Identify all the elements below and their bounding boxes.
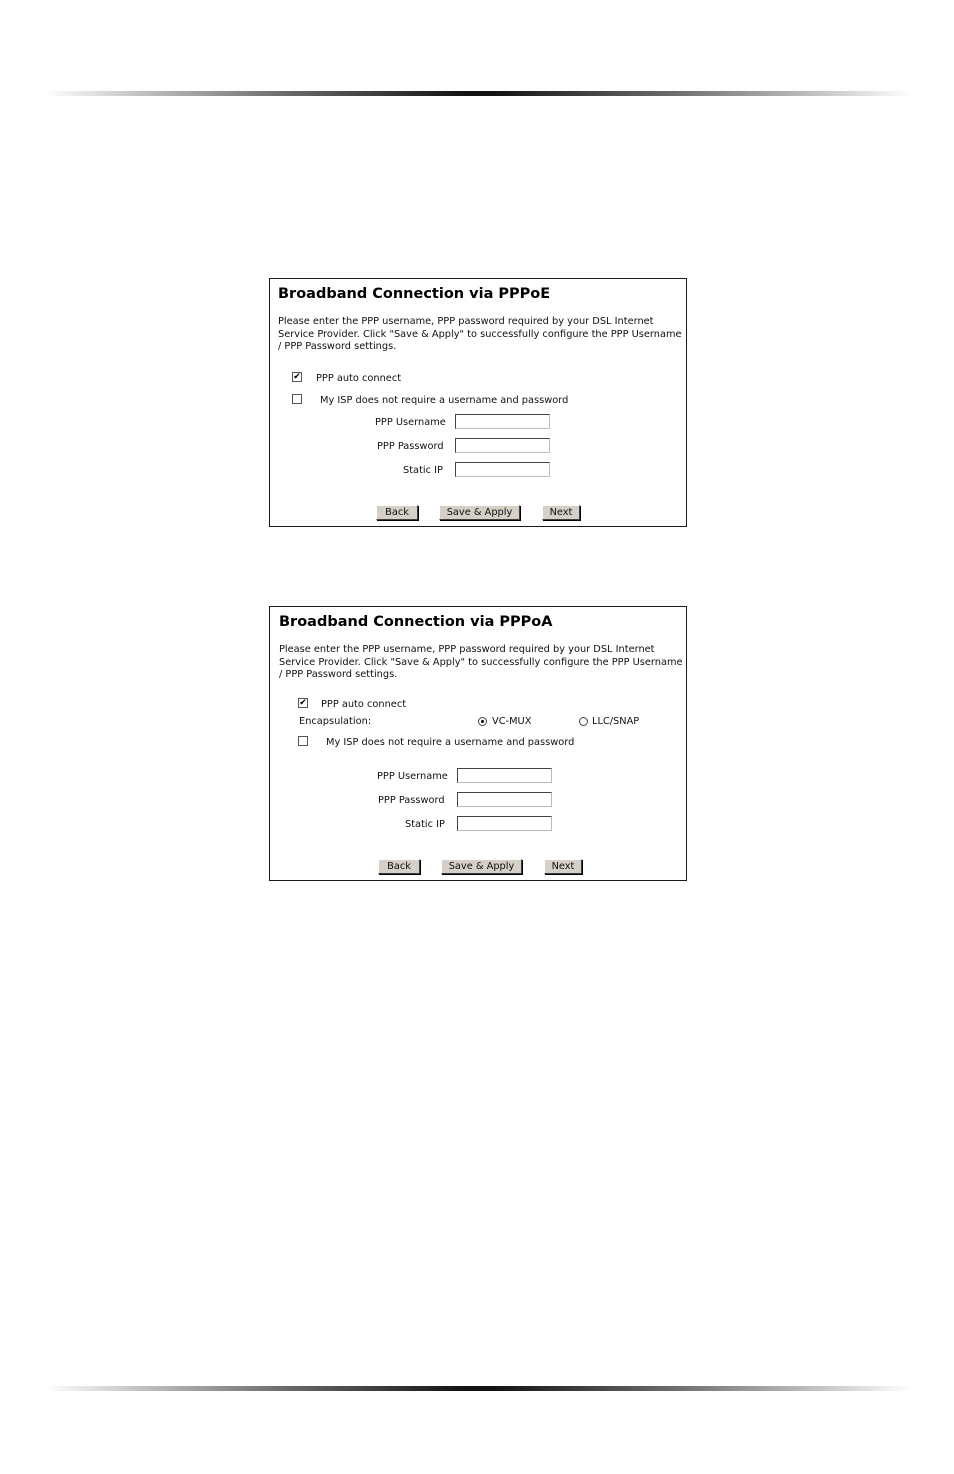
pppoe-next-button[interactable]: Next	[542, 505, 580, 520]
top-divider	[44, 91, 912, 96]
pppoa-no-auth-label: My ISP does not require a username and password	[326, 737, 575, 748]
pppoa-auto-connect-label: PPP auto connect	[321, 699, 407, 710]
pppoa-panel	[269, 606, 687, 881]
pppoa-llcsnap-radio[interactable]	[579, 717, 588, 726]
pppoe-no-auth-label: My ISP does not require a username and password	[320, 395, 569, 406]
pppoa-username-label: PPP Username	[377, 771, 448, 782]
pppoa-next-button[interactable]: Next	[544, 859, 582, 874]
pppoe-static-ip-label: Static IP	[403, 465, 443, 476]
pppoa-username-input[interactable]	[457, 768, 552, 783]
pppoa-password-label: PPP Password	[378, 795, 445, 806]
pppoe-password-input[interactable]	[455, 438, 550, 453]
pppoe-static-ip-input[interactable]	[455, 462, 550, 477]
pppoa-auto-connect-checkbox[interactable]: ✔	[299, 698, 307, 708]
pppoa-vcmux-radio[interactable]	[478, 717, 487, 726]
pppoa-no-auth-checkbox[interactable]	[298, 736, 308, 746]
pppoa-static-ip-label: Static IP	[405, 819, 445, 830]
pppoe-auto-connect-checkbox[interactable]: ✔	[293, 372, 301, 382]
pppoe-description: Please enter the PPP username, PPP password required by your DSL Internet Service Provider. Click "Save & Apply" to successfully configure the PPP Username / PPP Password settings.	[278, 316, 682, 352]
pppoa-llcsnap-label: LLC/SNAP	[592, 716, 640, 727]
pppoa-vcmux-label: VC-MUX	[492, 716, 532, 727]
pppoa-encapsulation-label: Encapsulation:	[299, 716, 372, 727]
pppoe-back-button[interactable]: Back	[376, 505, 418, 520]
pppoe-title: Broadband Connection via PPPoE	[278, 286, 551, 302]
pppoe-username-label: PPP Username	[375, 417, 446, 428]
pppoa-back-button[interactable]: Back	[378, 859, 420, 874]
pppoa-description: Please enter the PPP username, PPP password required by your DSL Internet Service Provider. Click "Save & Apply" to successfully configure the PPP Username / PPP Password settings.	[279, 644, 683, 680]
pppoe-username-input[interactable]	[455, 414, 550, 429]
pppoe-no-auth-checkbox[interactable]	[292, 394, 302, 404]
pppoa-title: Broadband Connection via PPPoA	[279, 614, 553, 630]
pppoa-static-ip-input[interactable]	[457, 816, 552, 831]
bottom-divider	[44, 1386, 912, 1391]
pppoa-save-apply-button[interactable]: Save & Apply	[441, 859, 522, 874]
pppoe-auto-connect-label: PPP auto connect	[316, 373, 402, 384]
pppoa-password-input[interactable]	[457, 792, 552, 807]
pppoe-save-apply-button[interactable]: Save & Apply	[439, 505, 520, 520]
pppoe-panel	[269, 278, 687, 527]
pppoe-password-label: PPP Password	[377, 441, 444, 452]
